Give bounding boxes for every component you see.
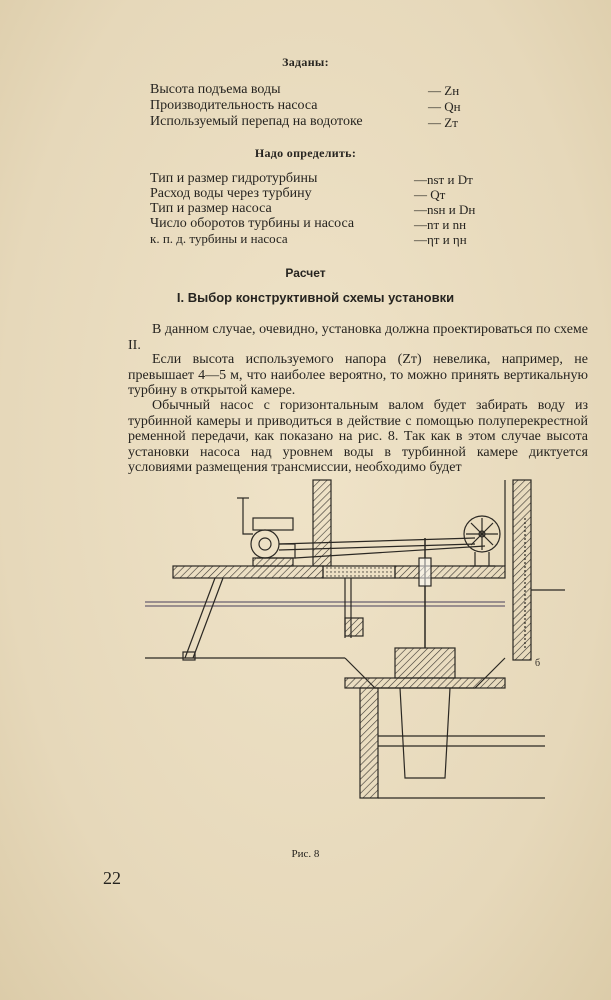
given-item-label: Используемый перепад на водотоке [150, 114, 363, 129]
given-item-value: — Zт [428, 115, 458, 130]
calc-title: Расчет [285, 266, 326, 280]
find-item-value: —nsт и Dт [414, 172, 473, 187]
find-item-value: — Qт [414, 187, 446, 202]
floor-slab-left [173, 566, 323, 578]
chamber-floor [345, 678, 505, 688]
draft-wall [360, 688, 378, 798]
paragraph: Если высота используемого напора (Zт) невелика, например, не превышает 4—5 м, что наиболее вероятно, то можно принять вертикальную турбину в открытой камере. [128, 352, 588, 399]
find-item-label: Тип и размер гидротурбины [150, 171, 318, 186]
given-item-label: Высота подъема воды [150, 82, 281, 97]
figure-label: б [535, 658, 541, 669]
floor-slab-right [395, 566, 505, 578]
find-item-value: —nт и nн [414, 217, 467, 232]
page-number: 22 [103, 868, 121, 888]
find-item-value: —nsн и Dн [414, 202, 476, 217]
find-item-label: Расход воды через турбину [150, 186, 312, 201]
wall-right [513, 480, 531, 660]
find-item-value: —ηт и ηн [414, 232, 467, 247]
paragraph: Обычный насос с горизонтальным валом будет забирать воду из турбинной камеры и приводиться в действие с помощью полуперекрестной ременной передачи, как показано на рис. 8. Так как в этом случае высота установки насоса над уровнем воды в турбинной камере диктуется условиями размещения трансмиссии, необходимо будет [128, 398, 588, 476]
section-heading: I. Выбор конструктивной схемы установки [176, 290, 455, 305]
find-item-label: Число оборотов турбины и насоса [150, 216, 355, 231]
given-item-value: — Qн [428, 99, 461, 114]
find-item-label: Тип и размер насоса [150, 201, 272, 216]
pump-turbine-figure [145, 478, 565, 808]
floor-slab-mid [323, 566, 395, 578]
wall-left [313, 480, 331, 566]
find-item-label: к. п. д. турбины и насоса [150, 231, 288, 246]
turbine-runner [395, 648, 455, 678]
pump-casing [251, 530, 279, 558]
paragraph: В данном случае, очевидно, установка должна проектироваться по схеме II. [128, 322, 588, 353]
figure-caption: Рис. 8 [291, 848, 320, 860]
given-item-label: Производительность насоса [150, 98, 318, 113]
given-title: Заданы: [282, 55, 329, 69]
counterweight [345, 618, 363, 636]
given-item-value: — Zн [428, 83, 460, 98]
find-title: Надо определить: [254, 146, 357, 160]
